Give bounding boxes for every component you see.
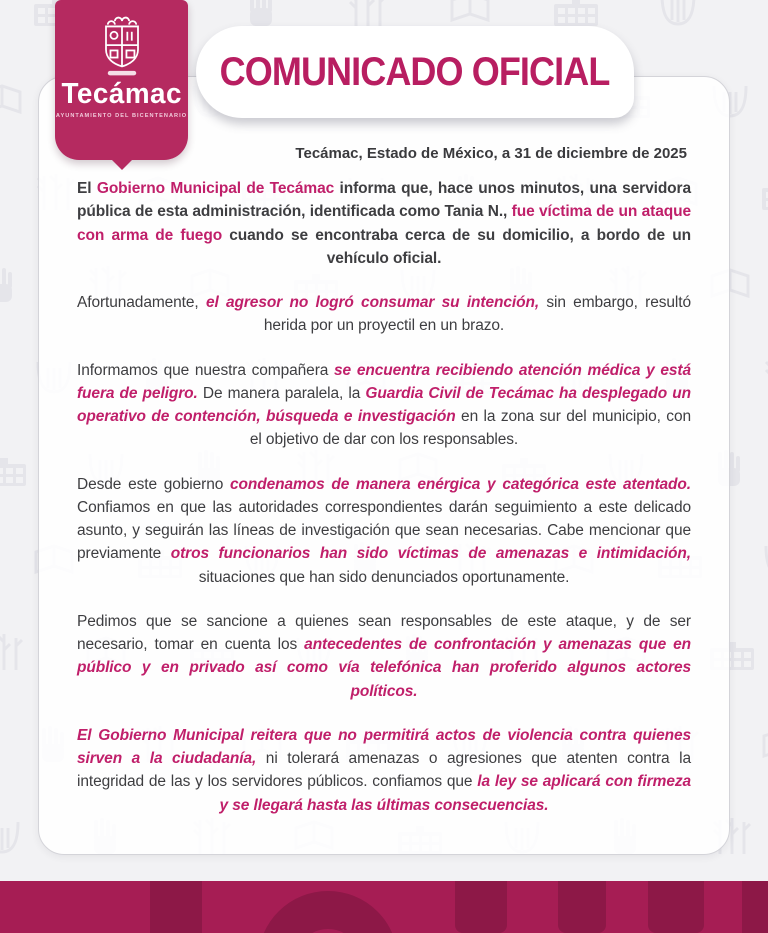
body-text: Confiamos en que las autoridades correspondientes darán seguimiento a este delicado asunto, y seguirán las líneas de investigación que sean necesarias. Cabe mencionar que previamente xyxy=(77,498,691,563)
brand-wordmark: Tecámac xyxy=(61,78,182,110)
footer-band xyxy=(0,881,768,933)
footer-watermark-bar xyxy=(648,881,704,933)
body-text: situaciones que han sido denunciados oportunamente. xyxy=(198,568,570,586)
coat-of-arms-icon xyxy=(95,14,149,78)
page-title: COMUNICADO OFICIAL xyxy=(220,49,610,94)
communique-card xyxy=(38,76,730,855)
body-text: Pedimos que se sancione a quienes sean responsables de este ataque, y de ser necesario, tomar en cuenta los xyxy=(77,612,691,653)
paragraph xyxy=(77,359,691,452)
highlighted-text: la ley se aplicará con firmeza y se llegará hasta las últimas consecuencias. xyxy=(219,773,692,814)
body-text: De manera paralela, la xyxy=(197,384,366,402)
body-text: en la zona sur del municipio, con el objetivo de dar con los responsables. xyxy=(249,408,691,449)
paragraph xyxy=(77,291,691,338)
paragraph xyxy=(77,473,691,589)
footer-watermark-bar xyxy=(455,881,507,933)
highlighted-text: Guardia Civil de Tecámac ha desplegado un operativo de contención, búsqueda e investigación xyxy=(77,384,691,425)
body-text: informa que, hace unos minutos, una servidora pública de esta administración, identificada como Tania N., xyxy=(77,180,692,221)
highlighted-text: otros funcionarios han sido víctimas de amenazas e intimidación, xyxy=(170,545,691,563)
body-text: Afortunadamente, xyxy=(77,294,206,311)
highlighted-text: condenamos de manera enérgica y categórica este atentado. xyxy=(230,475,691,493)
highlighted-text: El Gobierno Municipal reitera que no permitirá actos de violencia contra quienes sirven a la ciudadanía, xyxy=(77,726,691,767)
body-text: Informamos que nuestra compañera xyxy=(77,361,335,379)
title-banner xyxy=(196,26,634,118)
brand-tagline: AYUNTAMIENTO DEL BICENTENARIO xyxy=(55,113,188,119)
highlighted-text: antecedentes de confrontación y amenazas que en público y en privado así como vía telefónica han proferido algunos actores políticos. xyxy=(77,636,691,700)
footer-watermark-bar xyxy=(150,881,202,933)
highlighted-text: fue víctima de un ataque con arma de fuego xyxy=(77,203,691,244)
body-text: ni tolerará amenazas o agresiones que atenten contra la integridad de las y los servidores públicos. confiamos que xyxy=(77,750,691,791)
paragraph xyxy=(77,724,691,817)
footer-watermark-bar xyxy=(742,881,768,933)
paragraph xyxy=(77,177,691,270)
body-text: cuando se encontraba cerca de su domicilio, a bordo de un vehículo oficial. xyxy=(222,226,691,267)
body-text: Desde este gobierno xyxy=(77,475,231,493)
tecamac-logo-badge xyxy=(55,0,188,160)
paragraph xyxy=(77,610,691,703)
body-text: El xyxy=(77,180,97,197)
paragraphs xyxy=(77,177,691,817)
footer-watermark-arc xyxy=(258,891,398,933)
highlighted-text: Gobierno Municipal de Tecámac xyxy=(96,180,335,197)
dateline: Tecámac, Estado de México, a 31 de diciembre de 2025 xyxy=(295,145,687,162)
body-text: sin embargo, resultó herida por un proyectil en un brazo. xyxy=(263,294,692,335)
highlighted-text: el agresor no logró consumar su intención, xyxy=(205,294,540,311)
highlighted-text: se encuentra recibiendo atención médica y está fuera de peligro. xyxy=(77,361,691,402)
footer-watermark-bar xyxy=(558,881,606,933)
